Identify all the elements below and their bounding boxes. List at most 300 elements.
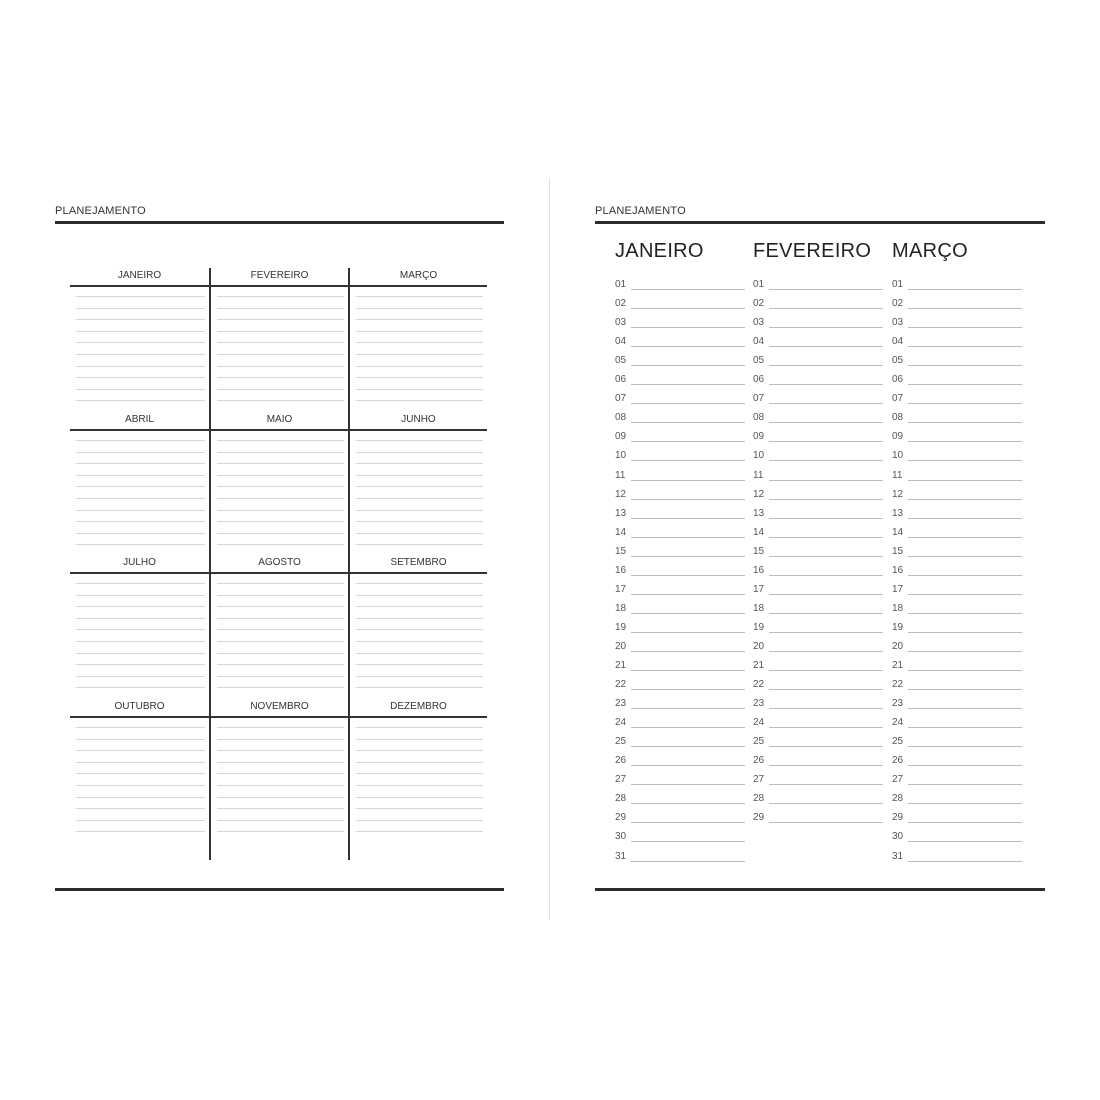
- day-writing-line: [769, 289, 883, 290]
- day-writing-line: [631, 708, 745, 709]
- writing-line: [356, 400, 483, 401]
- day-number: 25: [615, 736, 627, 748]
- day-row: [892, 584, 1022, 603]
- day-writing-line: [631, 441, 745, 442]
- day-row: [615, 393, 745, 412]
- day-number: 09: [753, 431, 765, 443]
- day-number: 04: [892, 336, 904, 348]
- writing-line: [217, 452, 344, 453]
- day-row: [753, 546, 883, 565]
- day-writing-line: [769, 403, 883, 404]
- writing-line: [217, 676, 344, 677]
- day-writing-line: [908, 861, 1022, 862]
- day-number: 16: [615, 564, 627, 576]
- writing-line: [356, 544, 483, 545]
- day-writing-line: [631, 537, 745, 538]
- day-row: [615, 831, 745, 850]
- day-row: [892, 336, 1022, 355]
- day-row: [892, 812, 1022, 831]
- day-row: [753, 489, 883, 508]
- writing-line: [76, 583, 205, 584]
- day-writing-line: [908, 822, 1022, 823]
- writing-line: [356, 342, 483, 343]
- day-row: [753, 298, 883, 317]
- writing-line: [217, 510, 344, 511]
- bottom-rule: [595, 888, 1045, 891]
- day-row: [753, 755, 883, 774]
- day-number: 20: [753, 640, 765, 652]
- day-writing-line: [769, 518, 883, 519]
- day-row: [615, 508, 745, 527]
- writing-line: [217, 606, 344, 607]
- day-row: [615, 851, 745, 870]
- page-title: PLANEJAMENTO: [595, 205, 686, 217]
- writing-line: [217, 486, 344, 487]
- day-number: 10: [615, 450, 627, 462]
- day-writing-line: [769, 460, 883, 461]
- month-name: NOVEMBRO: [250, 701, 309, 712]
- top-rule: [595, 221, 1045, 224]
- writing-line: [356, 739, 483, 740]
- writing-line: [76, 486, 205, 487]
- writing-line: [356, 641, 483, 642]
- day-row: [615, 603, 745, 622]
- day-row: [892, 470, 1022, 489]
- writing-line: [76, 687, 205, 688]
- day-number: 12: [892, 488, 904, 500]
- month-rule: [70, 285, 209, 287]
- day-writing-line: [631, 575, 745, 576]
- writing-line: [76, 629, 205, 630]
- month-name: SETEMBRO: [390, 557, 447, 568]
- day-writing-line: [908, 384, 1022, 385]
- writing-line: [356, 797, 483, 798]
- day-writing-line: [769, 670, 883, 671]
- day-row: [615, 622, 745, 641]
- month-name: MAIO: [266, 414, 293, 425]
- writing-line: [356, 664, 483, 665]
- writing-line: [76, 676, 205, 677]
- writing-line: [217, 498, 344, 499]
- month-rule: [70, 716, 209, 718]
- month-name: JANEIRO: [117, 270, 162, 281]
- writing-line: [76, 296, 205, 297]
- writing-line: [76, 331, 205, 332]
- day-row: [753, 584, 883, 603]
- writing-line: [356, 606, 483, 607]
- day-number: 21: [753, 660, 765, 671]
- writing-line: [76, 739, 205, 740]
- day-writing-line: [908, 556, 1022, 557]
- month-name: JUNHO: [401, 414, 436, 425]
- day-writing-line: [908, 346, 1022, 347]
- day-writing-line: [631, 327, 745, 328]
- month-name: MARÇO: [399, 270, 438, 281]
- day-row: [892, 660, 1022, 679]
- day-writing-line: [769, 308, 883, 309]
- day-number: 10: [753, 450, 765, 462]
- day-number: 27: [753, 774, 765, 786]
- day-row: [892, 717, 1022, 736]
- writing-line: [356, 727, 483, 728]
- writing-line: [76, 354, 205, 355]
- day-number: 27: [892, 774, 904, 786]
- day-row: [892, 298, 1022, 317]
- writing-line: [76, 820, 205, 821]
- month-name: FEVEREIRO: [250, 270, 309, 281]
- day-number: 25: [753, 736, 765, 748]
- day-number: 13: [892, 507, 904, 519]
- day-row: [615, 412, 745, 431]
- month-rule: [211, 716, 348, 718]
- day-row: [892, 831, 1022, 850]
- day-number: 31: [892, 850, 904, 862]
- day-writing-line: [908, 594, 1022, 595]
- day-number: 31: [615, 850, 627, 862]
- writing-line: [356, 475, 483, 476]
- day-writing-line: [908, 422, 1022, 423]
- writing-line: [217, 377, 344, 378]
- month-column-title: MARÇO: [892, 240, 968, 262]
- writing-line: [76, 641, 205, 642]
- day-writing-line: [769, 384, 883, 385]
- day-row: [615, 774, 745, 793]
- writing-line: [76, 498, 205, 499]
- day-writing-line: [631, 651, 745, 652]
- writing-line: [217, 319, 344, 320]
- writing-line: [217, 389, 344, 390]
- day-row: [892, 698, 1022, 717]
- day-number: 15: [753, 545, 765, 557]
- day-writing-line: [769, 556, 883, 557]
- writing-line: [356, 653, 483, 654]
- day-writing-line: [631, 499, 745, 500]
- day-row: [753, 431, 883, 450]
- day-number: 11: [892, 469, 903, 481]
- day-row: [892, 317, 1022, 336]
- writing-line: [217, 354, 344, 355]
- day-writing-line: [631, 784, 745, 785]
- day-writing-line: [908, 480, 1022, 481]
- day-writing-line: [908, 308, 1022, 309]
- day-writing-line: [908, 613, 1022, 614]
- day-number: 04: [615, 336, 627, 348]
- day-writing-line: [908, 670, 1022, 671]
- day-number: 26: [753, 755, 765, 767]
- writing-line: [76, 544, 205, 545]
- writing-line: [217, 400, 344, 401]
- writing-line: [76, 452, 205, 453]
- day-writing-line: [908, 651, 1022, 652]
- day-writing-line: [631, 556, 745, 557]
- writing-line: [217, 521, 344, 522]
- day-number: 17: [892, 583, 904, 595]
- writing-line: [356, 831, 483, 832]
- writing-line: [217, 762, 344, 763]
- writing-line: [356, 510, 483, 511]
- writing-line: [76, 366, 205, 367]
- day-row: [892, 393, 1022, 412]
- day-writing-line: [769, 822, 883, 823]
- day-writing-line: [908, 803, 1022, 804]
- day-row: [753, 508, 883, 527]
- writing-line: [76, 618, 205, 619]
- day-number: 03: [892, 317, 904, 329]
- writing-line: [356, 498, 483, 499]
- writing-line: [76, 664, 205, 665]
- day-number: 05: [892, 355, 904, 367]
- day-row: [892, 793, 1022, 812]
- day-number: 18: [892, 602, 904, 614]
- writing-line: [356, 785, 483, 786]
- day-number: 21: [615, 660, 627, 671]
- day-row: [753, 355, 883, 374]
- day-number: 22: [892, 679, 904, 691]
- writing-line: [76, 653, 205, 654]
- day-writing-line: [769, 441, 883, 442]
- day-writing-line: [769, 746, 883, 747]
- writing-line: [76, 521, 205, 522]
- day-writing-line: [769, 784, 883, 785]
- writing-line: [217, 595, 344, 596]
- day-number: 02: [615, 298, 627, 310]
- day-row: [753, 812, 883, 831]
- month-rule: [350, 572, 487, 574]
- day-number: 22: [753, 679, 765, 691]
- day-number: 07: [615, 393, 627, 405]
- day-number: 12: [615, 488, 627, 500]
- day-writing-line: [631, 346, 745, 347]
- writing-line: [356, 618, 483, 619]
- day-row: [892, 755, 1022, 774]
- day-number: 23: [892, 698, 904, 710]
- day-writing-line: [631, 480, 745, 481]
- day-number: 13: [615, 507, 627, 519]
- day-writing-line: [769, 422, 883, 423]
- day-number: 03: [615, 317, 627, 329]
- day-writing-line: [631, 613, 745, 614]
- writing-line: [217, 475, 344, 476]
- writing-line: [217, 533, 344, 534]
- day-number: 29: [753, 812, 765, 824]
- day-writing-line: [631, 689, 745, 690]
- day-row: [615, 527, 745, 546]
- day-row: [753, 622, 883, 641]
- writing-line: [76, 319, 205, 320]
- day-row: [615, 450, 745, 469]
- day-number: 17: [615, 583, 627, 595]
- writing-line: [356, 308, 483, 309]
- month-rule: [350, 285, 487, 287]
- day-row: [753, 717, 883, 736]
- writing-line: [356, 750, 483, 751]
- day-row: [892, 489, 1022, 508]
- top-rule: [55, 221, 504, 224]
- day-writing-line: [769, 765, 883, 766]
- writing-line: [76, 377, 205, 378]
- day-row: [615, 355, 745, 374]
- writing-line: [76, 440, 205, 441]
- planning-page-right: [550, 0, 1100, 1100]
- writing-line: [356, 486, 483, 487]
- writing-line: [76, 750, 205, 751]
- writing-line: [356, 595, 483, 596]
- day-number: 02: [892, 298, 904, 310]
- day-row: [892, 279, 1022, 298]
- day-writing-line: [769, 727, 883, 728]
- day-writing-line: [631, 822, 745, 823]
- day-row: [892, 851, 1022, 870]
- writing-line: [76, 400, 205, 401]
- writing-line: [217, 583, 344, 584]
- day-row: [615, 793, 745, 812]
- day-number: 03: [753, 317, 765, 329]
- day-row: [615, 431, 745, 450]
- day-row: [753, 603, 883, 622]
- writing-line: [356, 366, 483, 367]
- day-writing-line: [631, 803, 745, 804]
- writing-line: [217, 296, 344, 297]
- writing-line: [356, 629, 483, 630]
- day-number: 01: [753, 279, 765, 290]
- month-rule: [211, 572, 348, 574]
- writing-line: [356, 389, 483, 390]
- day-writing-line: [908, 689, 1022, 690]
- day-number: 07: [753, 393, 765, 405]
- day-writing-line: [908, 746, 1022, 747]
- writing-line: [356, 440, 483, 441]
- day-number: 21: [892, 660, 904, 671]
- day-number: 26: [892, 755, 904, 767]
- writing-line: [356, 773, 483, 774]
- month-column-title: JANEIRO: [615, 240, 704, 262]
- day-number: 25: [892, 736, 904, 748]
- day-writing-line: [908, 708, 1022, 709]
- writing-line: [217, 773, 344, 774]
- day-number: 09: [615, 431, 627, 443]
- day-number: 24: [753, 717, 765, 729]
- day-writing-line: [769, 594, 883, 595]
- day-writing-line: [631, 422, 745, 423]
- day-number: 24: [615, 717, 627, 729]
- writing-line: [217, 739, 344, 740]
- day-number: 19: [892, 621, 904, 633]
- writing-line: [217, 808, 344, 809]
- day-row: [615, 660, 745, 679]
- day-row: [753, 470, 883, 489]
- day-writing-line: [631, 727, 745, 728]
- writing-line: [217, 342, 344, 343]
- writing-line: [76, 463, 205, 464]
- day-number: 09: [892, 431, 904, 443]
- day-row: [892, 527, 1022, 546]
- writing-line: [76, 475, 205, 476]
- day-number: 19: [615, 621, 627, 633]
- day-row: [892, 355, 1022, 374]
- writing-line: [217, 750, 344, 751]
- day-number: 20: [615, 640, 627, 652]
- day-number: 07: [892, 393, 904, 405]
- writing-line: [356, 463, 483, 464]
- writing-line: [356, 820, 483, 821]
- day-number: 08: [615, 412, 627, 424]
- writing-line: [76, 808, 205, 809]
- day-row: [615, 698, 745, 717]
- writing-line: [217, 727, 344, 728]
- day-row: [753, 660, 883, 679]
- day-number: 06: [753, 374, 765, 386]
- month-rule: [350, 429, 487, 431]
- day-row: [892, 508, 1022, 527]
- day-row: [892, 603, 1022, 622]
- day-number: 16: [753, 564, 765, 576]
- writing-line: [356, 808, 483, 809]
- writing-line: [356, 533, 483, 534]
- day-row: [753, 641, 883, 660]
- day-writing-line: [769, 651, 883, 652]
- day-row: [615, 812, 745, 831]
- day-writing-line: [769, 613, 883, 614]
- day-number: 30: [615, 831, 627, 843]
- day-writing-line: [769, 537, 883, 538]
- day-row: [892, 450, 1022, 469]
- writing-line: [356, 521, 483, 522]
- day-number: 14: [753, 526, 765, 538]
- day-number: 08: [753, 412, 765, 424]
- day-writing-line: [631, 365, 745, 366]
- day-row: [753, 412, 883, 431]
- writing-line: [217, 687, 344, 688]
- writing-line: [76, 308, 205, 309]
- day-writing-line: [908, 727, 1022, 728]
- day-row: [892, 679, 1022, 698]
- day-row: [892, 431, 1022, 450]
- day-writing-line: [908, 499, 1022, 500]
- day-row: [615, 298, 745, 317]
- day-writing-line: [908, 403, 1022, 404]
- day-writing-line: [908, 365, 1022, 366]
- day-number: 22: [615, 679, 627, 691]
- writing-line: [76, 831, 205, 832]
- day-writing-line: [631, 632, 745, 633]
- day-row: [753, 736, 883, 755]
- page-title: PLANEJAMENTO: [55, 205, 146, 217]
- writing-line: [76, 510, 205, 511]
- writing-line: [217, 366, 344, 367]
- month-name: DEZEMBRO: [390, 701, 447, 712]
- day-number: 26: [615, 755, 627, 767]
- day-number: 24: [892, 717, 904, 729]
- day-row: [753, 317, 883, 336]
- writing-line: [217, 629, 344, 630]
- day-writing-line: [631, 384, 745, 385]
- day-writing-line: [631, 670, 745, 671]
- writing-line: [356, 676, 483, 677]
- day-writing-line: [631, 841, 745, 842]
- day-row: [892, 565, 1022, 584]
- writing-line: [76, 785, 205, 786]
- day-writing-line: [908, 289, 1022, 290]
- day-number: 20: [892, 640, 904, 652]
- day-row: [753, 279, 883, 298]
- day-row: [615, 679, 745, 698]
- writing-line: [217, 785, 344, 786]
- writing-line: [217, 641, 344, 642]
- day-number: 27: [615, 774, 627, 786]
- month-name: OUTUBRO: [114, 701, 165, 712]
- day-number: 05: [753, 355, 765, 367]
- day-number: 12: [753, 488, 765, 500]
